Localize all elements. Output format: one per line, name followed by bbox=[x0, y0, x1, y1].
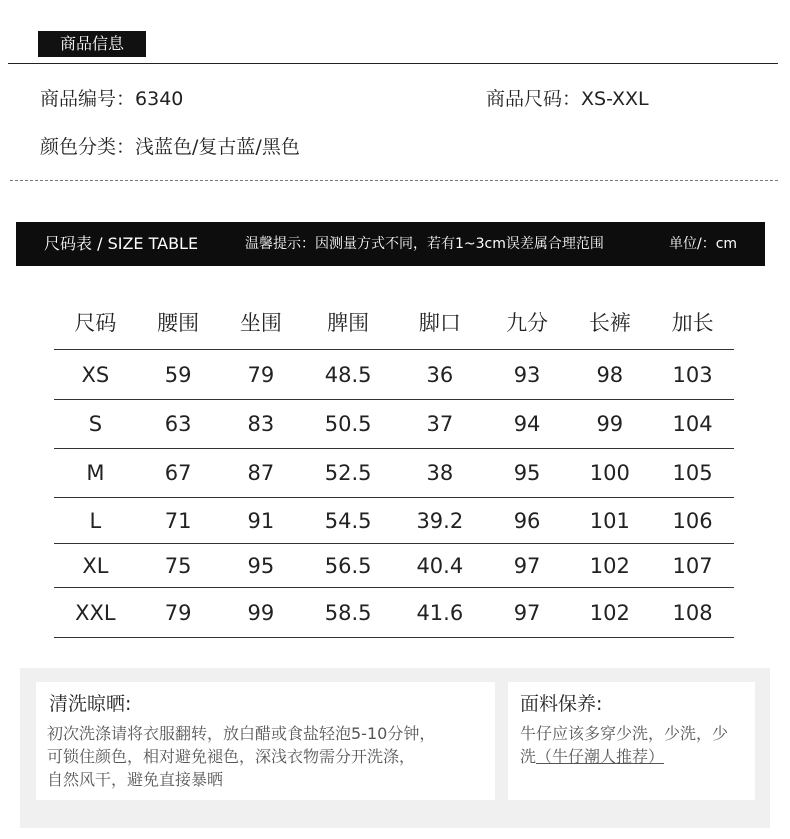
table-cell: 63 bbox=[137, 400, 220, 449]
table-cell: 100 bbox=[568, 449, 651, 498]
product-code-label: 商品编号： bbox=[40, 88, 136, 110]
table-cell: L bbox=[54, 498, 137, 544]
table-cell: 52.5 bbox=[302, 449, 394, 498]
product-color bbox=[40, 132, 300, 159]
header-cell: 坐围 bbox=[239, 311, 282, 335]
table-cell: 67 bbox=[137, 449, 220, 498]
table-cell: 101 bbox=[568, 498, 651, 544]
dashed-divider bbox=[10, 180, 778, 181]
header-cell: 脾围 bbox=[327, 311, 370, 335]
table-cell: 98 bbox=[568, 350, 651, 400]
table-row bbox=[54, 449, 734, 498]
product-color-label: 颜色分类： bbox=[40, 136, 136, 158]
table-row bbox=[54, 350, 734, 400]
table-cell: 54.5 bbox=[302, 498, 394, 544]
size-table-banner bbox=[16, 222, 765, 266]
washing-line: 初次洗涤请将衣服翻转，放白醋或食盐轻泡5-10分钟， bbox=[47, 724, 436, 743]
table-cell: 105 bbox=[651, 449, 734, 498]
size-table bbox=[54, 295, 734, 638]
table-header-row bbox=[54, 295, 734, 350]
washing-text bbox=[47, 722, 435, 791]
washing-line: 可锁住颜色，相对避免褪色，深浅衣物需分开洗涤， bbox=[47, 747, 416, 766]
washing-line: 自然风干，避免直接暴晒 bbox=[47, 770, 224, 789]
table-cell: XS bbox=[54, 350, 137, 400]
table-cell: 93 bbox=[486, 350, 569, 400]
table-cell: XXL bbox=[54, 588, 137, 638]
divider-line bbox=[8, 63, 778, 64]
table-cell: 40.4 bbox=[394, 544, 486, 588]
table-cell: 58.5 bbox=[302, 588, 394, 638]
table-cell: 102 bbox=[568, 544, 651, 588]
table-row bbox=[54, 498, 734, 544]
fabric-text bbox=[520, 722, 728, 768]
table-cell: 97 bbox=[486, 588, 569, 638]
product-code bbox=[40, 84, 183, 111]
table-cell: 79 bbox=[220, 350, 303, 400]
header-cell: 长裤 bbox=[588, 311, 631, 335]
fabric-line bbox=[520, 745, 728, 768]
table-cell: S bbox=[54, 400, 137, 449]
table-cell: 103 bbox=[651, 350, 734, 400]
product-size bbox=[486, 84, 649, 111]
table-cell: 95 bbox=[220, 544, 303, 588]
fabric-card bbox=[508, 682, 755, 800]
table-cell: 94 bbox=[486, 400, 569, 449]
table-cell: 99 bbox=[568, 400, 651, 449]
table-cell: 56.5 bbox=[302, 544, 394, 588]
table-cell: 107 bbox=[651, 544, 734, 588]
table-cell: 91 bbox=[220, 498, 303, 544]
table-cell: XL bbox=[54, 544, 137, 588]
fabric-recommendation: （牛仔潮人推荐） bbox=[536, 747, 665, 766]
fabric-line: 牛仔应该多穿少洗，少洗，少 bbox=[520, 724, 729, 743]
table-cell: 97 bbox=[486, 544, 569, 588]
table-cell: 87 bbox=[220, 449, 303, 498]
header-cell: 脚口 bbox=[418, 311, 461, 335]
table-cell: 48.5 bbox=[302, 350, 394, 400]
product-size-label: 商品尺码： bbox=[486, 88, 582, 110]
table-cell: 38 bbox=[394, 449, 486, 498]
washing-title: 清洗晾晒: bbox=[49, 693, 132, 715]
table-row bbox=[54, 544, 734, 588]
table-cell: 36 bbox=[394, 350, 486, 400]
table-cell: 79 bbox=[137, 588, 220, 638]
table-cell: 96 bbox=[486, 498, 569, 544]
fabric-title: 面料保养: bbox=[520, 693, 603, 715]
table-cell: 95 bbox=[486, 449, 569, 498]
table-cell: 39.2 bbox=[394, 498, 486, 544]
table-row bbox=[54, 588, 734, 638]
table-cell: 99 bbox=[220, 588, 303, 638]
table-row bbox=[54, 400, 734, 449]
product-color-value: 浅蓝色/复古蓝/黑色 bbox=[135, 136, 300, 158]
table-cell: 104 bbox=[651, 400, 734, 449]
table-cell: 50.5 bbox=[302, 400, 394, 449]
fabric-line-prefix: 洗 bbox=[520, 747, 537, 766]
header-cell: 尺码 bbox=[74, 311, 117, 335]
size-table-title: 尺码表 / SIZE TABLE bbox=[44, 234, 199, 253]
table-cell: 41.6 bbox=[394, 588, 486, 638]
washing-card bbox=[36, 682, 495, 800]
table-cell: 75 bbox=[137, 544, 220, 588]
measurement-tip: 温馨提示：因测量方式不同，若有1~3cm误差属合理范围 bbox=[245, 236, 604, 252]
section-label-product-info: 商品信息 bbox=[38, 31, 146, 57]
table-cell: 83 bbox=[220, 400, 303, 449]
unit-label: 单位/：cm bbox=[669, 236, 738, 252]
header-cell: 加长 bbox=[671, 311, 714, 335]
table-cell: 106 bbox=[651, 498, 734, 544]
product-code-value: 6340 bbox=[135, 88, 184, 110]
table-cell: 59 bbox=[137, 350, 220, 400]
table-cell: 102 bbox=[568, 588, 651, 638]
table-cell: 71 bbox=[137, 498, 220, 544]
product-size-value: XS-XXL bbox=[581, 88, 649, 110]
table-cell: M bbox=[54, 449, 137, 498]
table-cell: 37 bbox=[394, 400, 486, 449]
table-cell: 108 bbox=[651, 588, 734, 638]
header-cell: 九分 bbox=[506, 311, 549, 335]
header-cell: 腰围 bbox=[157, 311, 200, 335]
